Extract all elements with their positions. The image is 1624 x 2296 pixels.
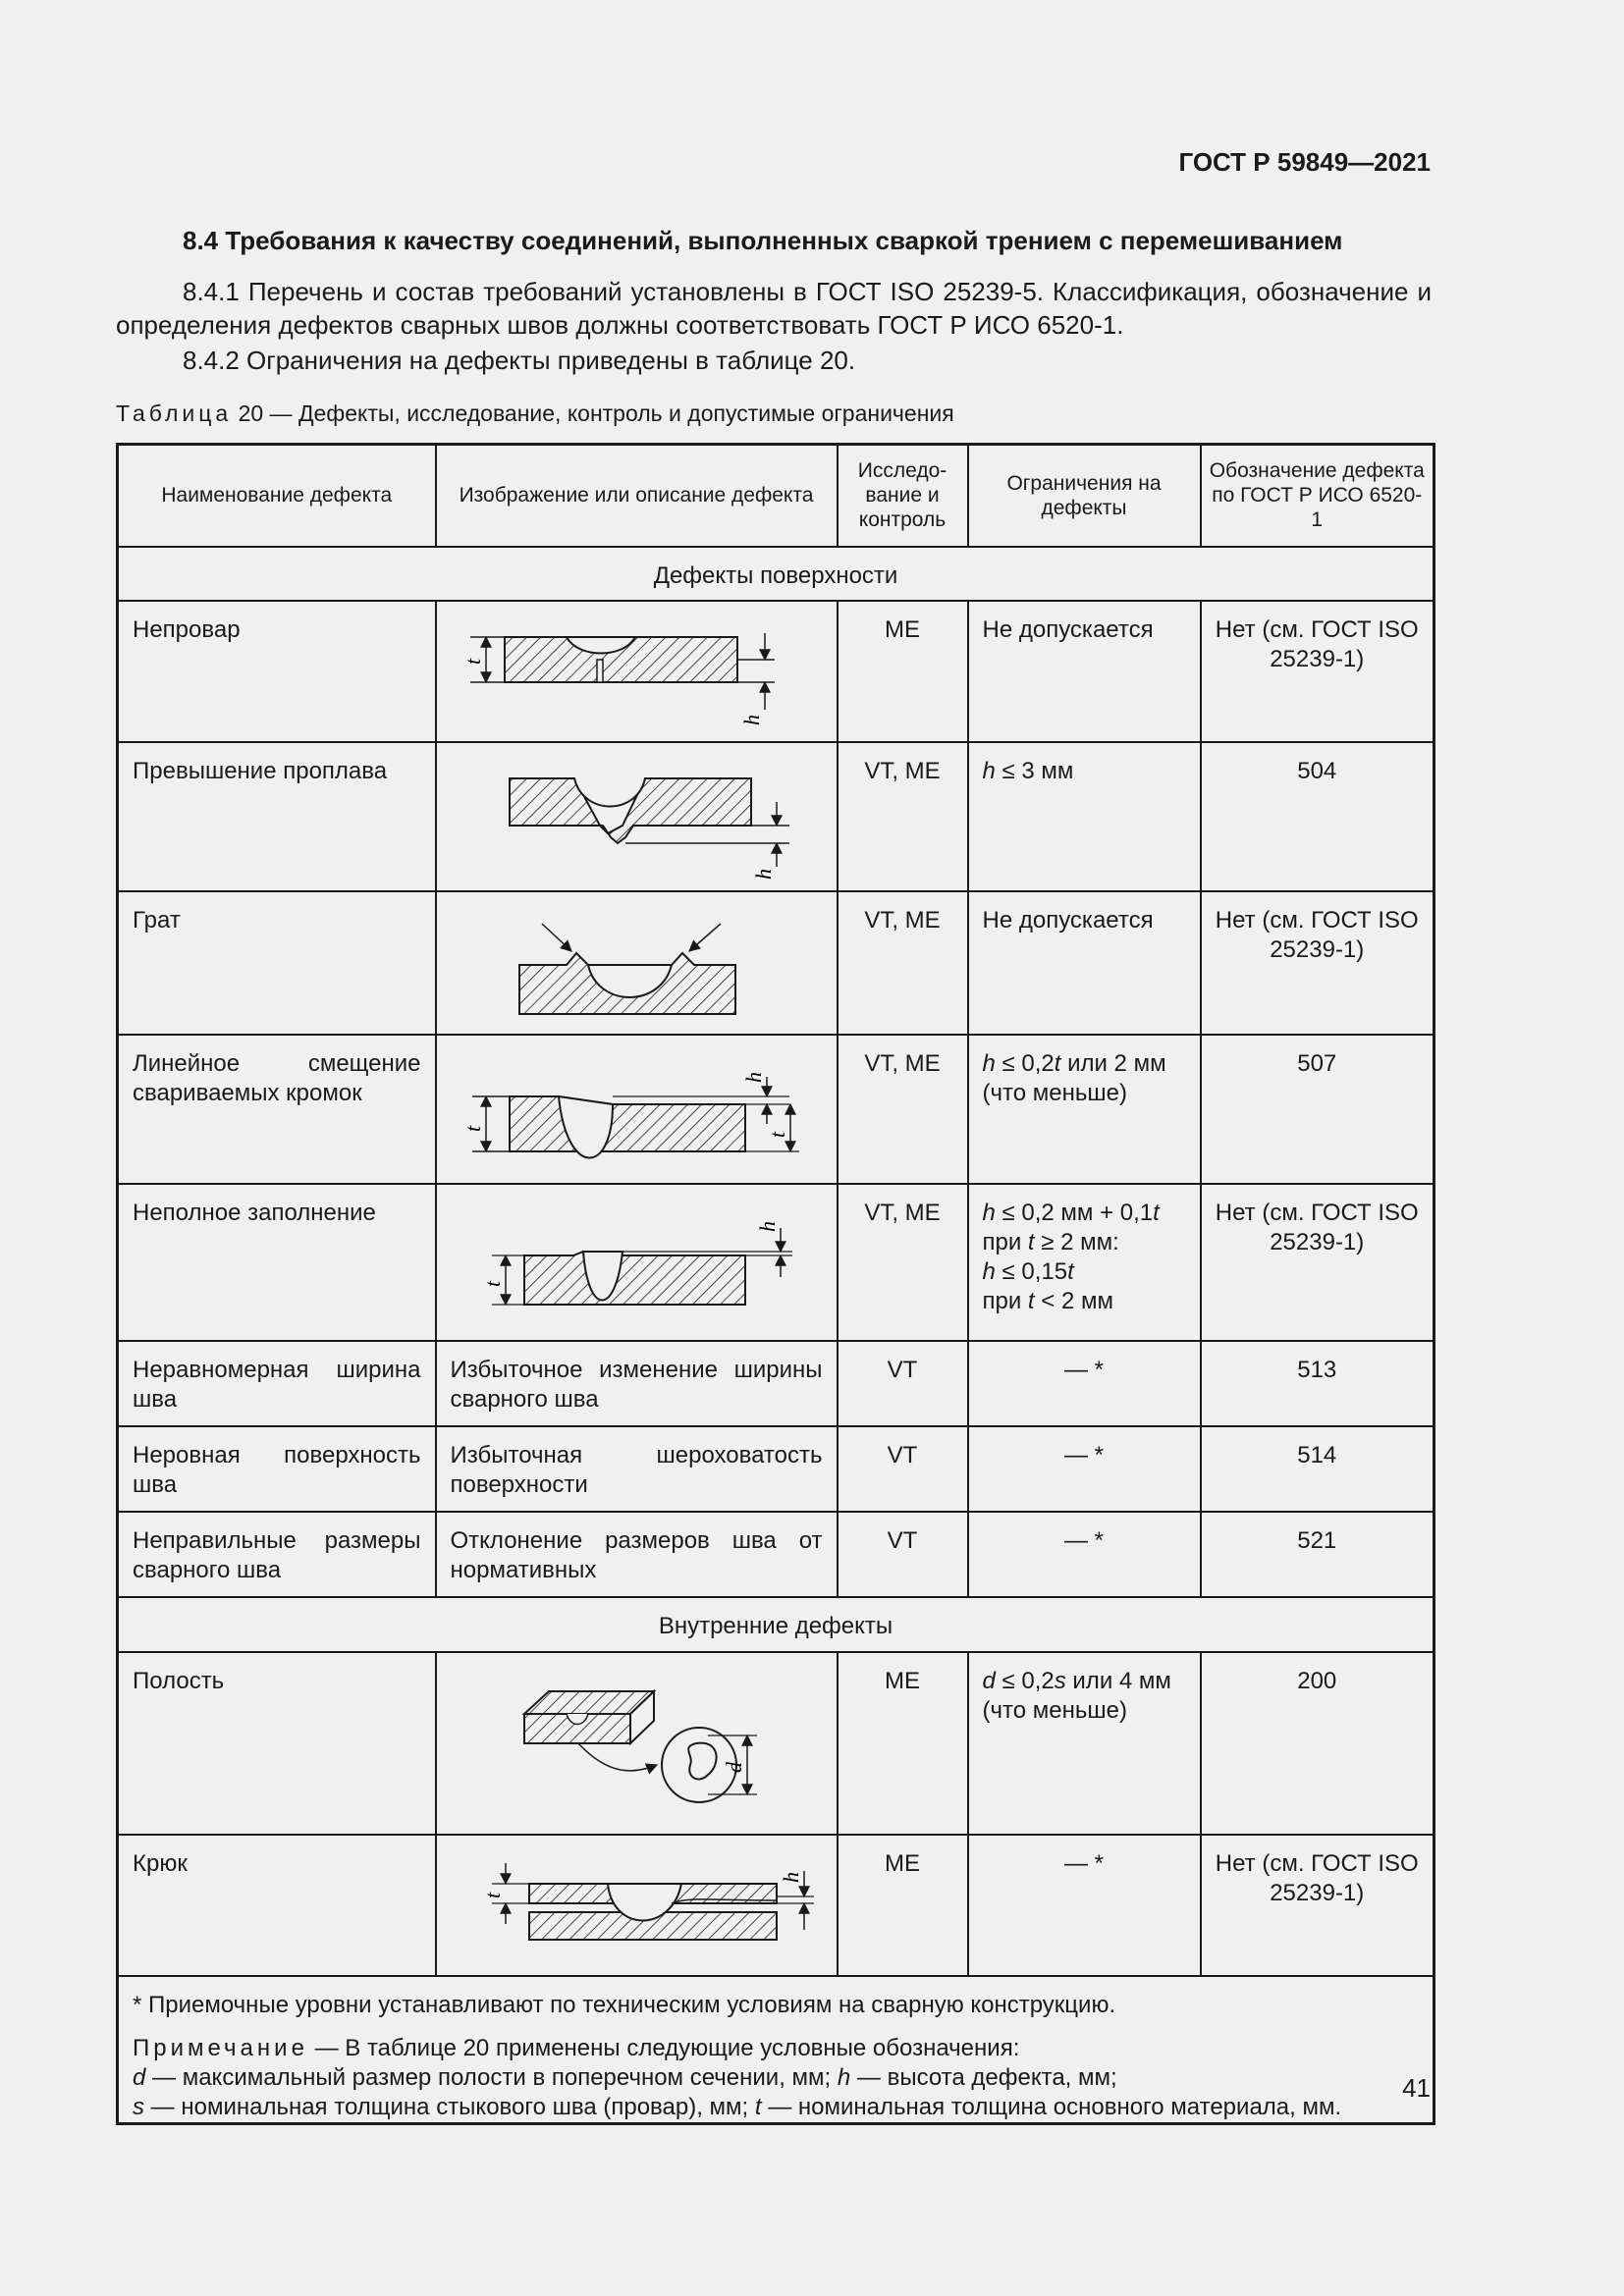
defect-code: Нет (см. ГОСТ ISO 25239-1): [1201, 891, 1435, 1035]
section-row: [118, 1597, 1435, 1652]
column-header: Исследо-вание и контроль: [838, 445, 968, 547]
defect-name: Непровар: [118, 601, 436, 742]
dim-label-h: h: [738, 714, 764, 725]
inspection-method: ME: [838, 1652, 968, 1835]
dim-label-t: t: [479, 1892, 505, 1898]
dim-label-t: t: [460, 658, 485, 665]
page-number: 41: [1402, 2073, 1431, 2103]
paragraph-8-4-2: 8.4.2 Ограничения на дефекты приведены в таблице 20.: [183, 346, 856, 375]
defect-description: Отклонение размеров шва от нормативных: [436, 1512, 838, 1597]
section-row: [118, 547, 1435, 601]
section-heading: 8.4 Требования к качеству соединений, выполненных сваркой трением с перемешиванием: [183, 226, 1343, 255]
inspection-method: VT, ME: [838, 1035, 968, 1184]
inspection-method: VT, ME: [838, 891, 968, 1035]
dim-label-h: h: [778, 1871, 803, 1883]
defect-name: Неравномерная ширина шва: [118, 1341, 436, 1426]
defect-limit: Не допускается: [968, 601, 1201, 742]
table-row: [118, 1426, 1435, 1512]
lack-of-penetration-diagram: [451, 615, 824, 741]
dim-label-d: d: [721, 1761, 746, 1773]
defect-limit: h ≤ 0,2 мм + 0,1t при t ≥ 2 мм: h ≤ 0,15t при t < 2 мм: [968, 1184, 1201, 1341]
defect-name: Полость: [118, 1652, 436, 1835]
excess-penetration-diagram: [451, 757, 824, 890]
defect-limit: — *: [968, 1426, 1201, 1512]
defect-name: Грат: [118, 891, 436, 1035]
inspection-method: ME: [838, 1835, 968, 1976]
cavity-diagram: [451, 1667, 824, 1834]
inspection-method: VT, ME: [838, 742, 968, 891]
defect-name: Линейное смещение свариваемых кромок: [118, 1035, 436, 1184]
inspection-method: VT: [838, 1512, 968, 1597]
defect-name: Неправильные размеры сварного шва: [118, 1512, 436, 1597]
note-line: s — номинальная толщина стыкового шва (провар), мм; t — номинальная толщина основного материала, мм.: [133, 2093, 1342, 2120]
table-row: [118, 1652, 1435, 1835]
defect-code: 513: [1201, 1341, 1435, 1426]
defect-code: 507: [1201, 1035, 1435, 1184]
defect-code: Нет (см. ГОСТ ISO 25239-1): [1201, 1835, 1435, 1976]
table-notes: [118, 1976, 1435, 2124]
table-row: [118, 601, 1435, 742]
defect-limit: h ≤ 0,2t или 2 мм (что меньше): [968, 1035, 1201, 1184]
dim-label-t: t: [460, 1125, 485, 1132]
table-header-row: [118, 445, 1435, 547]
defect-name: Превышение проплава: [118, 742, 436, 891]
defect-code: Нет (см. ГОСТ ISO 25239-1): [1201, 601, 1435, 742]
footnote: * Приемочные уровни устанавливают по техническим условиям на сварную конструкцию.: [133, 1991, 1116, 2018]
defect-limit: d ≤ 0,2s или 4 мм (что меньше): [968, 1652, 1201, 1835]
defect-limit: h ≤ 3 мм: [968, 742, 1201, 891]
inspection-method: VT, ME: [838, 1184, 968, 1341]
section-title-surface: Дефекты поверхности: [118, 547, 1435, 601]
document-standard-number: ГОСТ Р 59849—2021: [1178, 147, 1431, 177]
defect-code: 200: [1201, 1652, 1435, 1835]
table-row: [118, 1835, 1435, 1976]
defect-name: Неровная поверхность шва: [118, 1426, 436, 1512]
dim-label-h: h: [754, 1220, 780, 1232]
defect-limit: — *: [968, 1835, 1201, 1976]
defect-image: [436, 601, 838, 742]
column-header: Обозначение дефекта по ГОСТ Р ИСО 6520-1: [1201, 445, 1435, 547]
table-row: [118, 1512, 1435, 1597]
linear-misalignment-diagram: [451, 1049, 824, 1183]
defect-code: 514: [1201, 1426, 1435, 1512]
defect-code: 521: [1201, 1512, 1435, 1597]
table-row: [118, 1184, 1435, 1341]
defect-limit: — *: [968, 1341, 1201, 1426]
defect-image: [436, 1035, 838, 1184]
defect-image: [436, 891, 838, 1035]
dim-label-h: h: [740, 1071, 766, 1083]
table-caption: Таблица 20 — Дефекты, исследование, контроль и допустимые ограничения: [116, 400, 954, 426]
table-row: [118, 742, 1435, 891]
defect-code: Нет (см. ГОСТ ISO 25239-1): [1201, 1184, 1435, 1341]
dim-label-h: h: [750, 868, 776, 880]
hook-diagram: [451, 1849, 824, 1975]
dim-label-t: t: [479, 1280, 505, 1287]
table-row: [118, 891, 1435, 1035]
defect-image: [436, 1835, 838, 1976]
inspection-method: VT: [838, 1426, 968, 1512]
defects-table: [116, 443, 1435, 2125]
defect-name: Неполное заполнение: [118, 1184, 436, 1341]
defect-limit: Не допускается: [968, 891, 1201, 1035]
defect-code: 504: [1201, 742, 1435, 891]
table-row: [118, 1341, 1435, 1426]
defect-image: [436, 742, 838, 891]
note-line: d — максимальный размер полости в поперечном сечении, мм; h — высота дефекта, мм;: [133, 2063, 1117, 2091]
column-header: Изображение или описание дефекта: [436, 445, 838, 547]
defect-image: [436, 1652, 838, 1835]
note: Примечание — В таблице 20 применены следующие условные обозначения:: [133, 2034, 1020, 2061]
table-notes-row: [118, 1976, 1435, 2124]
defect-image: [436, 1184, 838, 1341]
section-title-internal: Внутренние дефекты: [118, 1597, 1435, 1652]
column-header: Наименование дефекта: [118, 445, 436, 547]
inspection-method: ME: [838, 601, 968, 742]
paragraph-8-4-1: 8.4.1 Перечень и состав требований установлены в ГОСТ ISO 25239-5. Классификация, обозначение и определения дефектов сварных швов должны соответствовать ГОСТ Р ИСО 6520-1.: [116, 277, 1432, 340]
incomplete-fill-diagram: [451, 1199, 824, 1340]
dim-label-t: t: [764, 1131, 789, 1138]
inspection-method: VT: [838, 1341, 968, 1426]
defect-description: Избыточная шероховатость поверхности: [436, 1426, 838, 1512]
defect-limit: — *: [968, 1512, 1201, 1597]
defect-description: Избыточное изменение ширины сварного шва: [436, 1341, 838, 1426]
flash-diagram: [451, 906, 824, 1034]
column-header: Ограничения на дефекты: [968, 445, 1201, 547]
table-row: [118, 1035, 1435, 1184]
defect-name: Крюк: [118, 1835, 436, 1976]
